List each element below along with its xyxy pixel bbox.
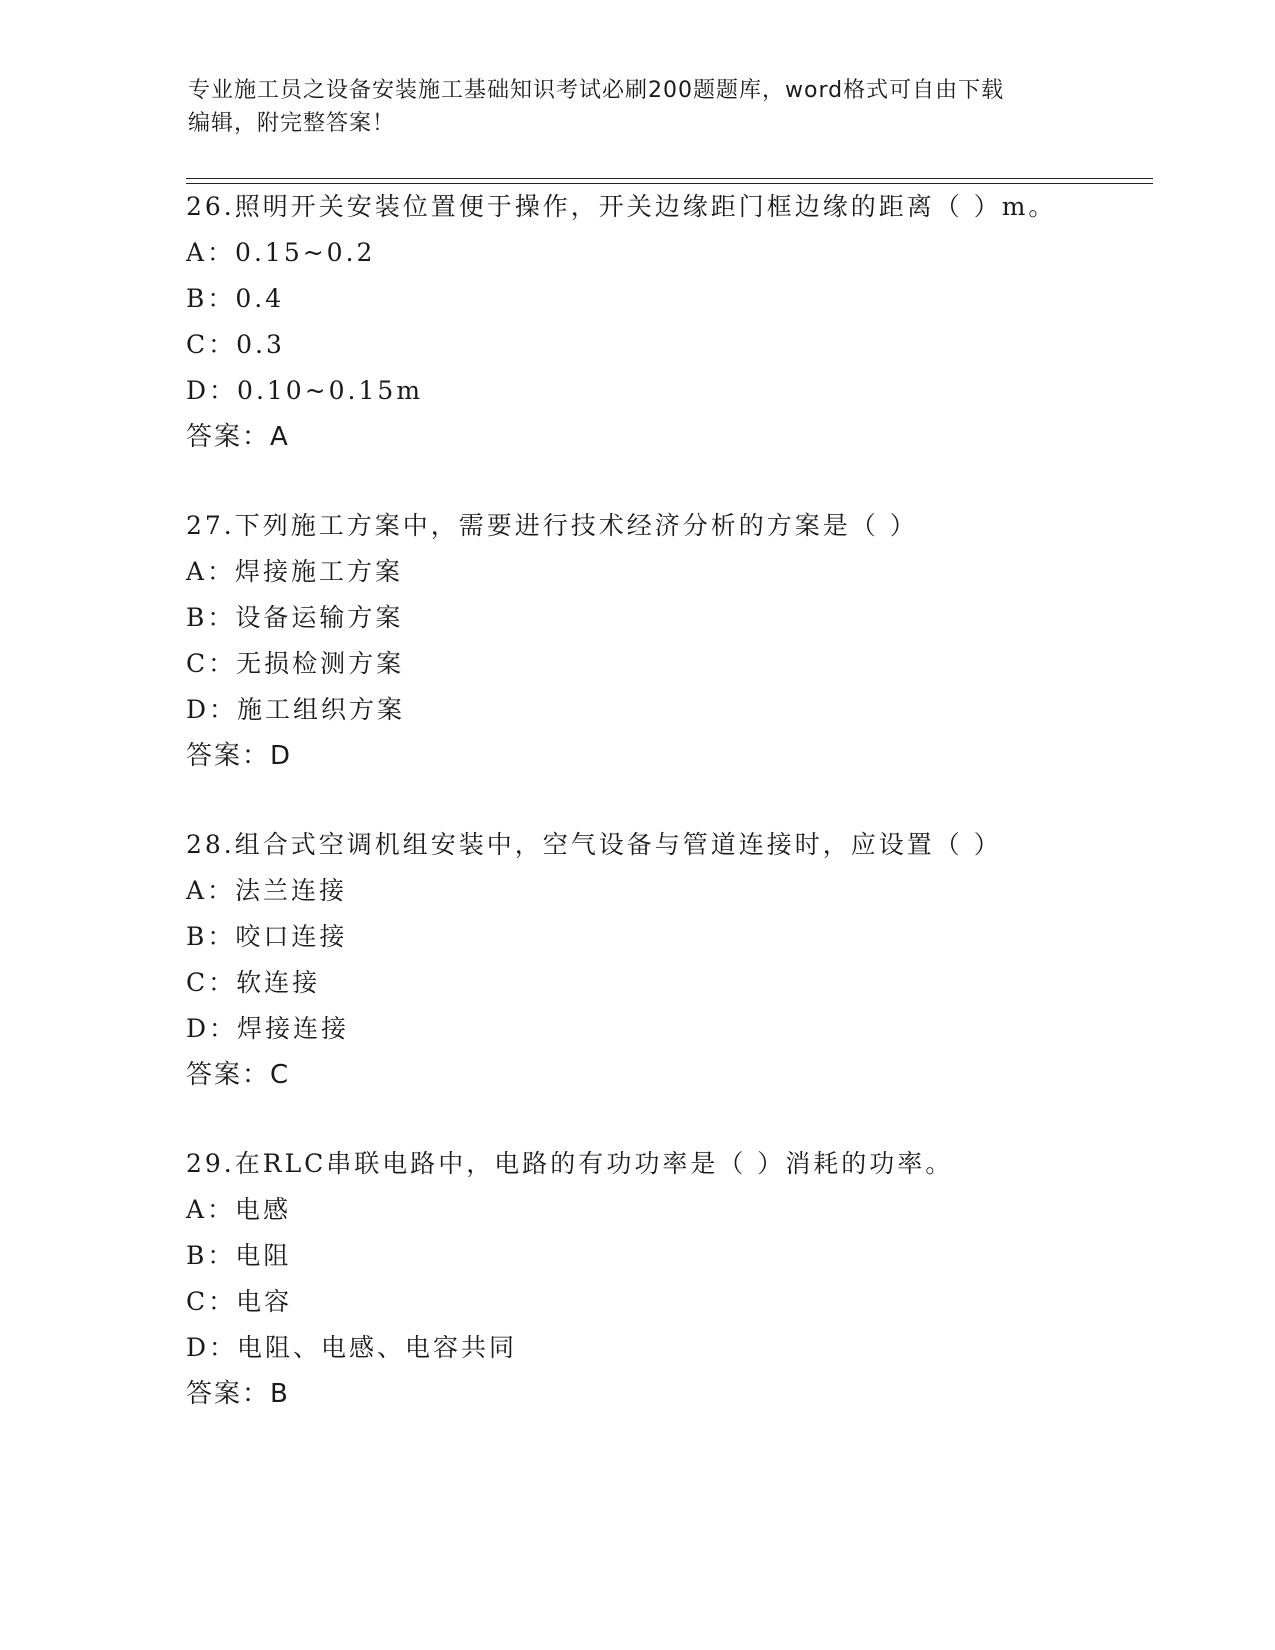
answer: 答案：A — [186, 422, 290, 452]
option-b: B：电阻 — [186, 1241, 292, 1270]
question-26 — [186, 192, 1166, 468]
question-stem: 29.在RLC串联电路中，电路的有功功率是（ ）消耗的功率。 — [186, 1149, 954, 1178]
option-d: D：焊接连接 — [186, 1014, 350, 1043]
option-c: C：电容 — [186, 1287, 293, 1316]
title-line-2: 编辑，附完整答案！ — [188, 111, 396, 136]
document-title — [188, 74, 1088, 140]
option-b: B：0.4 — [186, 284, 285, 313]
option-c: C：0.3 — [186, 330, 285, 359]
question-stem: 26.照明开关安装位置便于操作，开关边缘距门框边缘的距离（ ）m。 — [186, 192, 1057, 221]
answer: 答案：D — [186, 741, 293, 771]
question-27 — [186, 511, 1166, 787]
header-divider-bottom — [186, 183, 1153, 184]
option-c: C：软连接 — [186, 968, 321, 997]
option-d: D：施工组织方案 — [186, 695, 406, 724]
question-stem: 28.组合式空调机组安装中，空气设备与管道连接时，应设置（ ） — [186, 830, 1002, 859]
option-a: A：电感 — [186, 1195, 292, 1224]
question-28 — [186, 830, 1166, 1106]
option-a: A：法兰连接 — [186, 876, 348, 905]
option-b: B：设备运输方案 — [186, 603, 404, 632]
option-d: D：电阻、电感、电容共同 — [186, 1333, 518, 1362]
title-line-1: 专业施工员之设备安装施工基础知识考试必刷200题题库，word格式可自由下载 — [188, 78, 1005, 103]
option-b: B：咬口连接 — [186, 922, 348, 951]
option-d: D：0.10~0.15m — [186, 376, 424, 405]
answer: 答案：C — [186, 1060, 291, 1090]
option-c: C：无损检测方案 — [186, 649, 405, 678]
question-stem: 27.下列施工方案中，需要进行技术经济分析的方案是（ ） — [186, 511, 918, 540]
option-a: A：焊接施工方案 — [186, 557, 404, 586]
header-divider-top — [186, 178, 1153, 179]
answer: 答案：B — [186, 1379, 290, 1409]
question-29 — [186, 1149, 1166, 1425]
option-a: A：0.15~0.2 — [186, 238, 376, 267]
